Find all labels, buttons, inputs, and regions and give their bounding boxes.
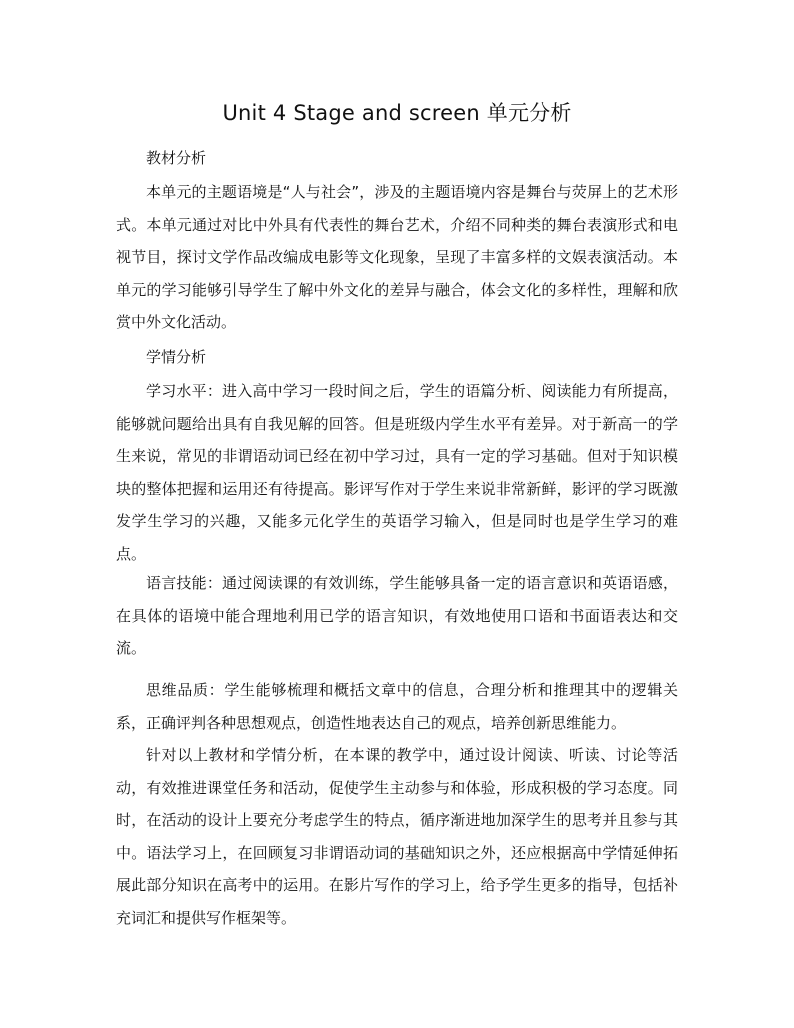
paragraph-language-skills: 语言技能：通过阅读课的有效训练，学生能够具备一定的语言意识和英语语感，在具体的语境中能合理地利用已学的语言知识，有效地使用口语和书面语表达和交流。 <box>116 574 678 658</box>
paragraph-teaching-strategy: 针对以上教材和学情分析，在本课的教学中，通过设计阅读、听读、讨论等活动，有效推进课堂任务和活动，促使学生主动参与和体验，形成积极的学习态度。同时，在活动的设计上要充分考虑学生的特点，循序渐进地加深学生的思考并且参与其中。语法学习上，在回顾复习非谓语动词的基础知识之外，还应根据高中学情延伸拓展此部分知识在高考中的运用。在影片写作的学习上，给予学生更多的指导，包括补充词汇和提供写作框架等。 <box>116 746 678 927</box>
document-title: Unit 4 Stage and screen 单元分析 <box>222 101 572 125</box>
paragraph-thinking-quality: 思维品质：学生能够梳理和概括文章中的信息，合理分析和推理其中的逻辑关系，正确评判各种思想观点，创造性地表达自己的观点，培养创新思维能力。 <box>116 681 678 732</box>
section-heading-learner-analysis: 学情分析 <box>146 348 207 366</box>
section-heading-textbook-analysis: 教材分析 <box>146 149 207 167</box>
paragraph-textbook-analysis: 本单元的主题语境是“人与社会”，涉及的主题语境内容是舞台与荧屏上的艺术形式。本单元通过对比中外具有代表性的舞台艺术，介绍不同种类的舞台表演形式和电视节目，探讨文学作品改编成电影等文化现象，呈现了丰富多样的文娱表演活动。本单元的学习能够引导学生了解中外文化的差异与融合，体会文化的多样性，理解和欣赏中外文化活动。 <box>116 183 678 332</box>
paragraph-learning-level: 学习水平：进入高中学习一段时间之后，学生的语篇分析、阅读能力有所提高，能够就问题给出具有自我见解的回答。但是班级内学生水平有差异。对于新高一的学生来说，常见的非谓语动词已经在初中学习过，具有一定的学习基础。但对于知识模块的整体把握和运用还有待提高。影评写作对于学生来说非常新鲜，影评的学习既激发学生学习的兴趣，又能多元化学生的英语学习输入，但是同时也是学生学习的难点。 <box>116 382 678 563</box>
